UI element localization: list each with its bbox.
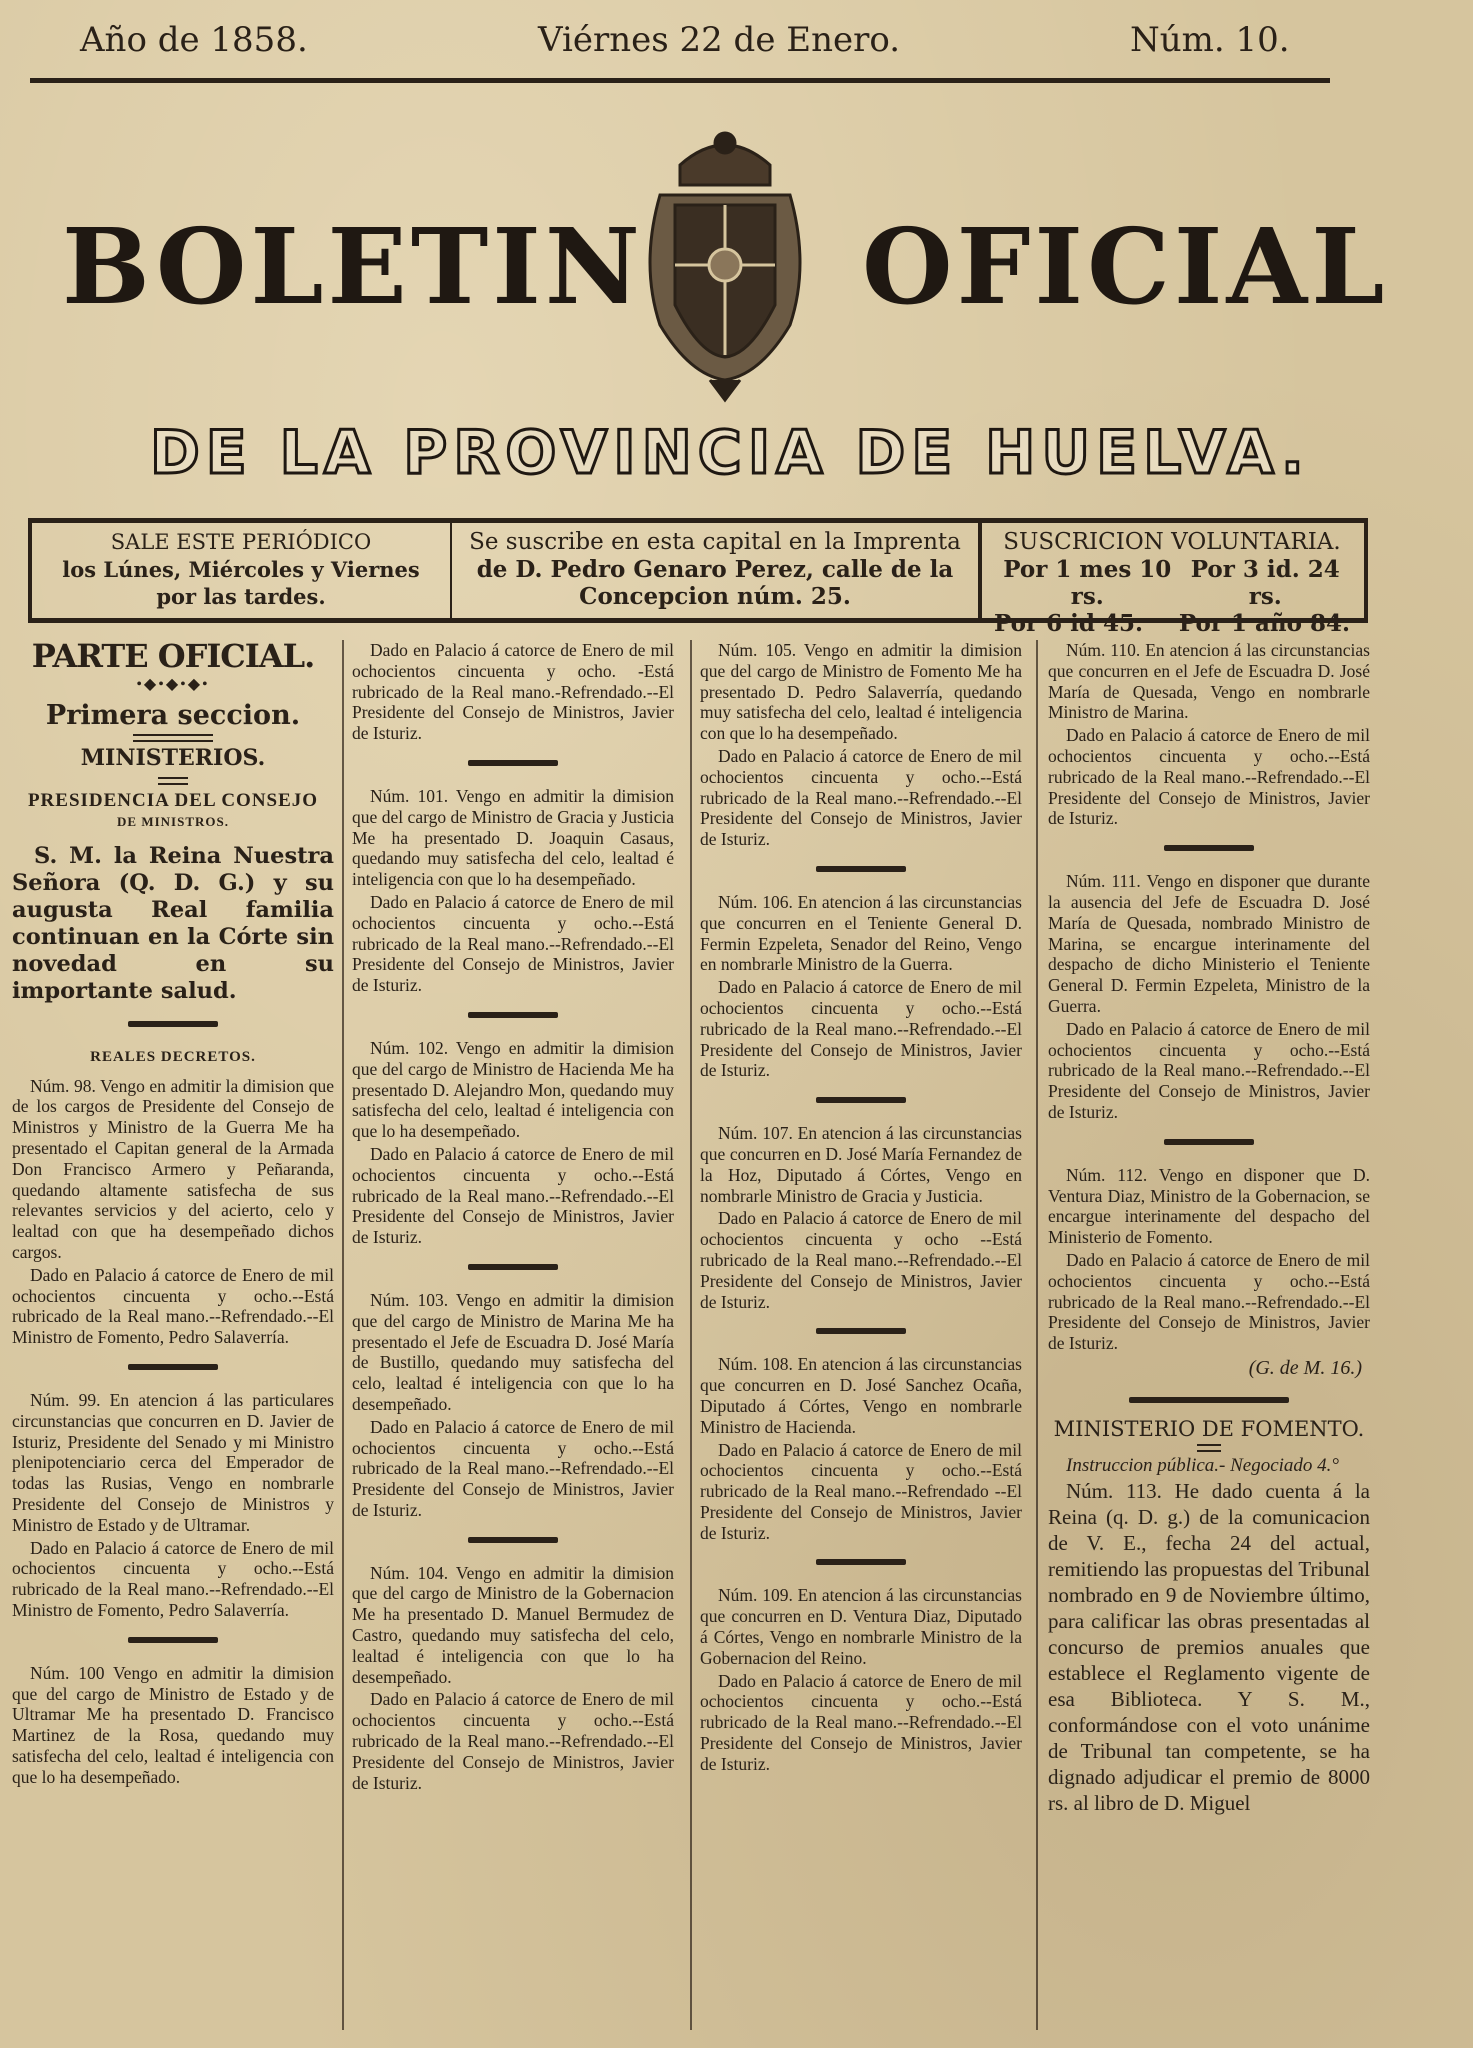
separator bbox=[128, 1637, 218, 1643]
separator bbox=[816, 1097, 906, 1103]
decree-108: Núm. 108. En atencion á las circunstancias que concurren en D. José Sanchez Ocaña, Diputado á Córtes, Vengo en nombrarle Ministro de Hacienda. bbox=[700, 1354, 1022, 1437]
separator bbox=[468, 1264, 558, 1270]
separator bbox=[468, 1012, 558, 1018]
info-line: SALE ESTE PERIÓDICO bbox=[110, 530, 372, 554]
decree-109-signature: Dado en Palacio á catorce de Enero de mil ochocientos cincuenta y ocho.--Está rubricado de la Real mano.--Refrendado.--El Presidente del Consejo de Ministros, Javier de Isturiz. bbox=[700, 1670, 1022, 1774]
decree-108-signature: Dado en Palacio á catorce de Enero de mil ochocientos cincuenta y ocho.--Está rubricado de la Real mano.--Refrendado --El Presidente del Consejo de Ministros, Javier de Isturiz. bbox=[700, 1439, 1022, 1543]
decree-102: Núm. 102. Vengo en admitir la dimision que del cargo de Ministro de Hacienda Me ha presentado D. Alejandro Mon, quedando muy satisfecha del celo, lealtad é inteligencia con que lo ha desempeñado. bbox=[352, 1037, 674, 1142]
price-3-months: Por 3 id. 24 rs. bbox=[1190, 556, 1340, 610]
subscription-prices bbox=[982, 523, 1362, 637]
decree-111-signature: Dado en Palacio á catorce de Enero de mil ochocientos cincuenta y ocho.--Está rubricado de la Real mano.--Refrendado.--El Presidente del Consejo de Ministros, Javier de Isturiz. bbox=[1048, 1018, 1370, 1122]
decree-107: Núm. 107. En atencion á las circunstancias que concurren en D. José María Fernandez de la Hoz, Diputado á Córtes, Vengo en nombrarle Ministro de Gracia y Justicia. bbox=[700, 1123, 1022, 1206]
subscription-box bbox=[28, 518, 1368, 637]
ornament: •◆•◆•◆• bbox=[136, 675, 210, 693]
prices-title: SUSCRICION VOLUNTARIA. bbox=[1003, 529, 1341, 555]
decree-102-signature: Dado en Palacio á catorce de Enero de mil ochocientos cincuenta y ocho.--Está rubricado de la Real mano.--Refrendado.--El Presidente del Consejo de Ministros, Javier de Isturiz. bbox=[352, 1143, 674, 1248]
subtitle-provincia: DE LA PROVINCIA DE HUELVA. bbox=[150, 418, 1310, 488]
separator bbox=[816, 1328, 906, 1334]
title-boletin: BOLETIN bbox=[62, 205, 644, 328]
decree-99-signature: Dado en Palacio á catorce de Enero de mil ochocientos cincuenta y ocho.--Está rubricado de la Real mano.--Refrendado.--El Ministro de Fomento, Pedro Salaverría. bbox=[12, 1537, 334, 1620]
double-rule bbox=[1197, 1444, 1221, 1452]
heading-parte-oficial: PARTE OFICIAL. bbox=[31, 640, 315, 675]
decree-106: Núm. 106. En atencion á las circunstancias que concurren en el Teniente General D. Fermin Ezpeleta, Senador del Reino, Vengo en nombrarle Ministro de la Guerra. bbox=[700, 891, 1022, 975]
decree-112: Núm. 112. Vengo en disponer que D. Ventura Diaz, Ministro de la Gobernacion, se encargue interinamente del despacho del Ministerio de Fomento. bbox=[1048, 1164, 1370, 1248]
decree-105-signature: Dado en Palacio á catorce de Enero de mil ochocientos cincuenta y ocho.--Está rubricado de la Real mano.--Refrendado.--El Presidente del Consejo de Ministros, Javier de Isturiz. bbox=[700, 745, 1022, 850]
royal-health-notice: S. M. la Reina Nuestra Señora (Q. D. G.) y su augusta Real familia continuan en la Córte sin novedad en su importante salud. bbox=[12, 842, 334, 1004]
decree-110-signature: Dado en Palacio á catorce de Enero de mil ochocientos cincuenta y ocho.--Está rubricado de la Real mano.--Refrendado.--El Presidente del Consejo de Ministros, Javier de Isturiz. bbox=[1048, 725, 1370, 829]
column-separator bbox=[1036, 640, 1038, 2030]
column-2 bbox=[352, 640, 674, 2030]
decree-103: Núm. 103. Vengo en admitir la dimision que del cargo de Ministro de Marina Me ha presentado el Jefe de Escuadra D. José María de Bustillo, quedando muy satisfecha del celo, lealtad é inteligencia con que lo ha desempeñado. bbox=[352, 1289, 674, 1414]
heading-presidencia: PRESIDENCIA DEL CONSEJO bbox=[27, 790, 319, 812]
double-rule bbox=[133, 734, 213, 742]
decree-101-signature: Dado en Palacio á catorce de Enero de mil ochocientos cincuenta y ocho.--Está rubricado de la Real mano.--Refrendado.--El Presidente del Consejo de Ministros, Javier de Isturiz. bbox=[352, 891, 674, 996]
price-1-month: Por 1 mes 10 rs. bbox=[1003, 556, 1172, 610]
instruccion-publica-heading: Instruccion pública.- Negociado 4.° bbox=[1066, 1454, 1340, 1476]
info-line: de D. Pedro Genaro Perez, calle de la bbox=[476, 556, 954, 583]
decree-104: Núm. 104. Vengo en admitir la dimision que del cargo de Ministro de la Gobernacion Me ha presentado D. Manuel Bermudez de Castro, quedando muy satisfecha del celo, lealtad é inteligencia con que lo ha desempeñado. bbox=[352, 1562, 674, 1687]
separator bbox=[1164, 845, 1254, 851]
decree-112-signature: Dado en Palacio á catorce de Enero de mil ochocientos cincuenta y ocho.--Está rubricado de la Real mano.--Refrendado.--El Presidente del Consejo de Ministros, Javier de Isturiz. bbox=[1048, 1249, 1370, 1354]
decree-107-signature: Dado en Palacio á catorce de Enero de mil ochocientos cincuenta y ocho --Está rubricado de la Real mano.--Refrendado.--El Presidente del Consejo de Ministros, Javier de Isturiz. bbox=[700, 1208, 1022, 1312]
info-line: los Lúnes, Miércoles y Viernes bbox=[62, 557, 420, 582]
decree-98: Núm. 98. Vengo en admitir la dimision que de los cargos de Presidente del Consejo de Ministros y Ministro de la Guerra Me ha presentado el Capitan general de la Armada Don Francisco Armero y Peñaranda, quedando altamente satisfecha de sus relevantes servicios y del acierto, celo y lealtad con que ha desempeñado dichos cargos. bbox=[12, 1075, 334, 1262]
separator bbox=[816, 1559, 906, 1565]
heading-reales-decretos: REALES DECRETOS. bbox=[90, 1048, 256, 1065]
subscription-address bbox=[452, 523, 982, 618]
gazette-reference: (G. de M. 16.) bbox=[1248, 1356, 1362, 1379]
publication-days bbox=[32, 523, 452, 618]
top-rule bbox=[30, 78, 1330, 83]
column-3 bbox=[700, 640, 1022, 2030]
separator bbox=[468, 760, 558, 766]
info-line: por las tardes. bbox=[156, 584, 326, 609]
heading-presidencia-sub: DE MINISTROS. bbox=[117, 813, 229, 829]
decree-103-signature: Dado en Palacio á catorce de Enero de mil ochocientos cincuenta y ocho.--Está rubricado de la Real mano.--Refrendado.--El Presidente del Consejo de Ministros, Javier de Isturiz. bbox=[352, 1416, 674, 1520]
separator bbox=[1164, 1139, 1254, 1145]
decree-98-signature: Dado en Palacio á catorce de Enero de mil ochocientos cincuenta y ocho.--Está rubricado de la Real mano.--Refrendado.--El Ministro de Fomento, Pedro Salaverría. bbox=[12, 1264, 334, 1348]
heading-ministerio-fomento: MINISTERIO DE FOMENTO. bbox=[1053, 1416, 1365, 1441]
separator bbox=[468, 1537, 558, 1543]
separator bbox=[128, 1021, 218, 1027]
column-4 bbox=[1048, 640, 1370, 2030]
price-6-months: Por 6 id 45. bbox=[994, 610, 1143, 637]
heading-ministerios: MINISTERIOS. bbox=[80, 745, 266, 772]
issue-date: Viérnes 22 de Enero. bbox=[538, 20, 901, 60]
separator bbox=[816, 866, 906, 872]
decree-104-signature: Dado en Palacio á catorce de Enero de mil ochocientos cincuenta y ocho.--Está rubricado de la Real mano.--Refrendado.--El Presidente del Consejo de Ministros, Javier de Isturiz. bbox=[352, 1689, 674, 1793]
column-1 bbox=[12, 640, 334, 2030]
issue-number: Núm. 10. bbox=[1130, 20, 1290, 60]
price-1-year: Por 1 año 84. bbox=[1178, 610, 1350, 637]
decree-110: Núm. 110. En atencion á las circunstancias que concurren en el Jefe de Escuadra D. José María de Quesada, Vengo en nombrarle Ministro de Marina. bbox=[1048, 640, 1370, 723]
separator bbox=[128, 1364, 218, 1370]
column-separator bbox=[690, 640, 692, 2030]
decree-109: Núm. 109. En atencion á las circunstancias que concurren en D. Ventura Diaz, Diputado á Córtes, Vengo en nombrarle Ministro de la Gobernacion del Reino. bbox=[700, 1585, 1022, 1668]
column-separator bbox=[342, 640, 344, 2030]
heading-primera-seccion: Primera seccion. bbox=[45, 699, 301, 731]
decree-111: Núm. 111. Vengo en disponer que durante la ausencia del Jefe de Escuadra D. José María de Quesada, nombrado Ministro de Marina, se encargue interinamente del despacho de dicho Ministerio el Teniente General D. Fermin Ezpeleta, Ministro de la Guerra. bbox=[1048, 871, 1370, 1016]
decree-100-signature: Dado en Palacio á catorce de Enero de mil ochocientos cincuenta y ocho. -Está rubricado de la Real mano.-Refrendado.--El Presidente del Consejo de Ministros, Javier de Isturiz. bbox=[352, 640, 674, 744]
decree-99: Núm. 99. En atencion á las particulares circunstancias que concurren en D. Javier de Isturiz, Presidente del Senado y mi Ministro plenipotenciario cerca del Emperador de todas las Rusias, Vengo en nombrarle Presidente del Consejo de Ministros y Ministro de Estado y de Ultramar. bbox=[12, 1389, 334, 1535]
title-oficial: OFICIAL bbox=[862, 205, 1389, 328]
masthead-line bbox=[80, 20, 1290, 60]
info-line: Concepcion núm. 25. bbox=[579, 583, 851, 610]
royal-coat-of-arms-icon bbox=[620, 125, 830, 405]
decree-100: Núm. 100 Vengo en admitir la dimision que del cargo de Ministro de Estado y de Ultramar Me ha presentado D. Francisco Martinez de la Rosa, quedando muy satisfecha del celo, lealtad é inteligencia con que lo ha desempeñado. bbox=[12, 1662, 334, 1787]
separator bbox=[1129, 1397, 1289, 1403]
issue-year: Año de 1858. bbox=[80, 20, 308, 60]
decree-113: Núm. 113. He dado cuenta á la Reina (q. D. g.) de la comunicacion de V. E., fecha 24 del actual, remitiendo las propuestas del Tribunal nombrado en 9 de Noviembre último, para calificar las obras presentadas al concurso de premios anuales que establece el Reglamento vigente de esa Biblioteca. Y S. M., conformándose con el voto unánime de Tribunal tan competente, se ha dignado adjudicar el premio de 8000 rs. al libro de D. Miguel bbox=[1048, 1479, 1370, 1816]
decree-106-signature: Dado en Palacio á catorce de Enero de mil ochocientos cincuenta y ocho.--Está rubricado de la Real mano.--Refrendado.--El Presidente del Consejo de Ministros, Javier de Isturiz. bbox=[700, 977, 1022, 1081]
decree-105: Núm. 105. Vengo en admitir la dimision que del cargo de Ministro de Fomento Me ha presentado D. Pedro Salaverría, quedando muy satisfecha del celo, lealtad é inteligencia con que lo ha desempeñado. bbox=[700, 640, 1022, 744]
double-rule bbox=[158, 777, 188, 785]
info-line: Se suscribe en esta capital en la Imprenta bbox=[469, 529, 961, 555]
decree-101: Núm. 101. Vengo en admitir la dimision que del cargo de Ministro de Gracia y Justicia Me ha presentado D. Joaquin Casaus, quedando muy satisfecha del celo, lealtad é inteligencia con que lo ha desempeñado. bbox=[352, 785, 674, 890]
